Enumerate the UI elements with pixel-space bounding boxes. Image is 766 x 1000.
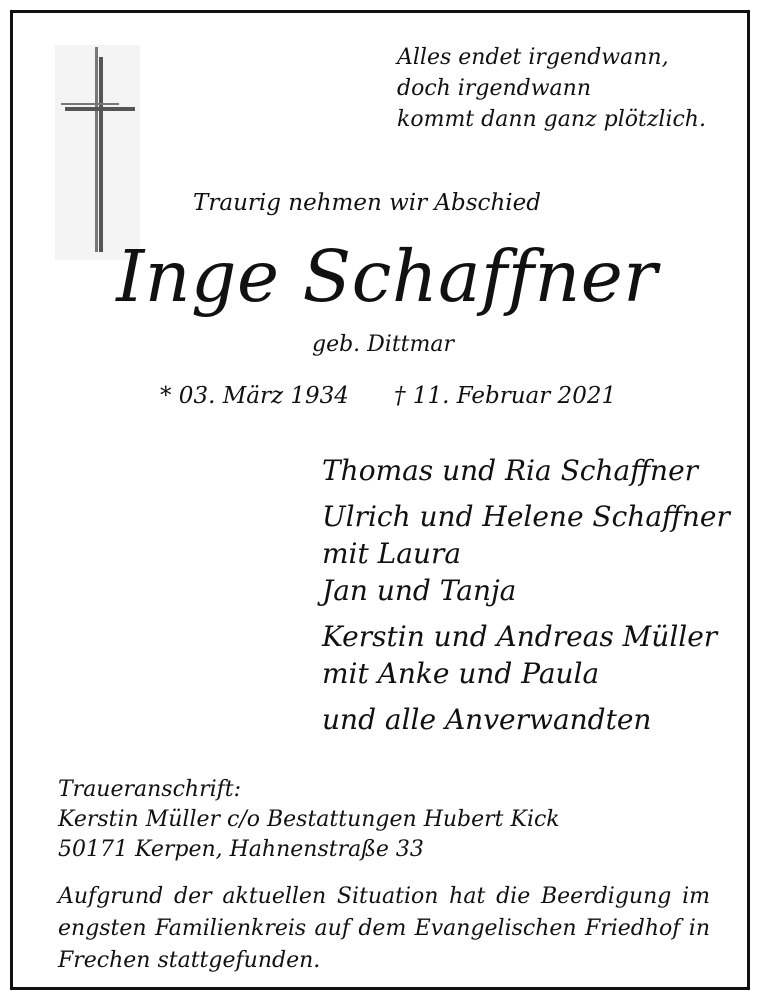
mourner-line: mit Anke und Paula (322, 657, 600, 690)
address-line: Traueranschrift: (58, 777, 242, 802)
mourner-line: Jan und Tanja (322, 574, 517, 607)
quote-line: Alles endet irgendwann, (397, 45, 669, 70)
mourner-line: mit Laura (322, 537, 462, 570)
address-line: Kerstin Müller c/o Bestattungen Hubert Kick (58, 807, 560, 832)
address-line: 50171 Kerpen, Hahnenstraße 33 (58, 837, 424, 862)
mourner-line: Ulrich und Helene Schaffner (322, 500, 730, 533)
mourning-address (58, 775, 560, 865)
quote (397, 42, 706, 135)
birth-date: * 03. März 1934 (160, 383, 349, 409)
mourner-group (322, 701, 730, 738)
cross-icon (55, 45, 140, 260)
mourners-list (322, 452, 730, 747)
mourner-group (322, 618, 730, 692)
funeral-note: Aufgrund der aktuellen Situation hat die Beerdigung im engsten Familienkreis auf dem Evangelischen Friedhof in Frechen stattgefunden. (58, 884, 710, 973)
quote-line: doch irgendwann (397, 76, 592, 101)
intro-text: Traurig nehmen wir Abschied (193, 190, 541, 216)
mourner-line: Kerstin und Andreas Müller (322, 620, 718, 653)
quote-line: kommt dann ganz plötzlich. (397, 107, 706, 132)
mourner-group (322, 452, 730, 489)
maiden-name: geb. Dittmar (311, 332, 455, 357)
deceased-name: Inge Schaffner (116, 235, 658, 318)
mourner-line: Thomas und Ria Schaffner (322, 454, 699, 487)
mourner-line: und alle Anverwandten (322, 703, 652, 736)
death-date: † 11. Februar 2021 (394, 383, 617, 409)
mourner-group (322, 498, 730, 609)
